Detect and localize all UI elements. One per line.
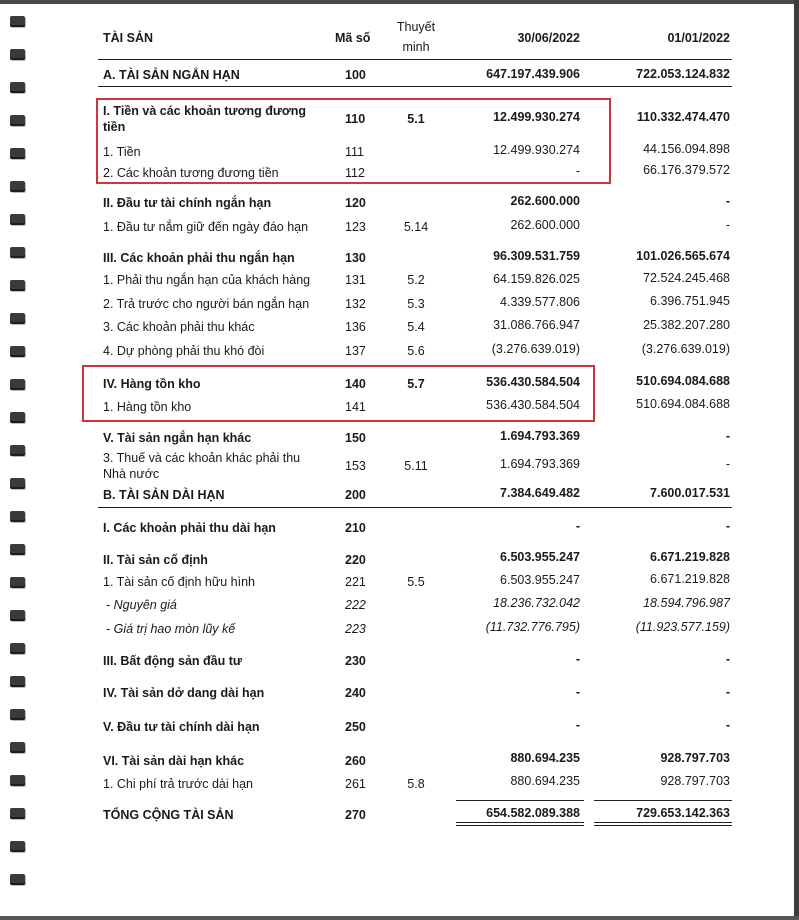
header-period-end: 30/06/2022: [517, 31, 580, 45]
row-code: 153: [345, 459, 366, 473]
binder-hole-icon: [10, 808, 25, 819]
row-value-end: 12.499.930.274: [493, 143, 580, 157]
window-frame-bottom: [0, 916, 799, 920]
row-code: 240: [345, 686, 366, 700]
row-value-begin: -: [725, 429, 730, 443]
row-code: 100: [345, 68, 366, 82]
row-value-end: 1.694.793.369: [500, 429, 580, 443]
row-note: 5.1: [407, 112, 425, 126]
header-note-line2: minh: [402, 40, 430, 54]
row-value-end: -: [575, 718, 580, 732]
row-code: 141: [345, 400, 366, 414]
binder-hole-icon: [10, 478, 25, 489]
binder-hole-icon: [10, 148, 25, 159]
row-value-begin: 6.671.219.828: [650, 550, 730, 564]
row-code: 250: [345, 720, 366, 734]
row-label: - Nguyên giá: [106, 598, 177, 612]
row-value-begin: -: [725, 685, 730, 699]
row-value-begin: 44.156.094.898: [643, 142, 730, 156]
row-value-end: 18.236.732.042: [493, 596, 580, 610]
binder-hole-icon: [10, 676, 25, 687]
row-value-end: 880.694.235: [510, 774, 580, 788]
binder-hole-icon: [10, 313, 25, 324]
binder-hole-icon: [10, 445, 25, 456]
row-code: 120: [345, 196, 366, 210]
row-label: 3. Các khoản phải thu khác: [103, 320, 255, 334]
row-label: B. TÀI SẢN DÀI HẠN: [103, 488, 225, 502]
row-value-begin: 510.694.084.688: [636, 374, 730, 388]
row-code: 150: [345, 431, 366, 445]
binder-hole-icon: [10, 544, 25, 555]
row-value-end: 536.430.584.504: [486, 375, 580, 389]
row-note: 5.5: [407, 575, 425, 589]
row-label: I. Các khoản phải thu dài hạn: [103, 521, 276, 535]
row-label-continued: tiền: [103, 120, 126, 134]
row-value-end: 4.339.577.806: [500, 295, 580, 309]
binder-hole-icon: [10, 115, 25, 126]
binder-hole-icon: [10, 379, 25, 390]
total-double-rule-end-2: [456, 825, 584, 826]
row-value-end: 31.086.766.947: [493, 318, 580, 332]
total-rule-end: [456, 800, 584, 801]
row-label: 4. Dự phòng phải thu khó đòi: [103, 344, 265, 358]
window-frame-right: [794, 0, 799, 920]
row-value-end: -: [575, 685, 580, 699]
row-value-end: 880.694.235: [510, 751, 580, 765]
row-label: III. Bất động sản đầu tư: [103, 654, 242, 668]
row-value-end: 1.694.793.369: [500, 457, 580, 471]
row-code: 210: [345, 521, 366, 535]
row-note: 5.6: [407, 344, 425, 358]
header-rule: [98, 59, 732, 60]
binder-hole-icon: [10, 709, 25, 720]
row-label: 1. Phải thu ngắn hạn của khách hàng: [103, 273, 311, 287]
row-value-begin: -: [725, 652, 730, 666]
row-value-end: 96.309.531.759: [493, 249, 580, 263]
row-label: 1. Tài sản cố định hữu hình: [103, 575, 255, 589]
total-double-rule-begin-1: [594, 822, 732, 823]
binder-hole-icon: [10, 280, 25, 291]
row-code: 111: [345, 145, 365, 159]
row-code: 132: [345, 297, 366, 311]
row-label: 3. Thuế và các khoản khác phải thu: [103, 451, 301, 465]
row-note: 5.8: [407, 777, 425, 791]
total-rule-begin: [594, 800, 732, 801]
row-code: 130: [345, 251, 366, 265]
row-value-begin: 66.176.379.572: [643, 163, 730, 177]
header-code: Mã số: [335, 31, 371, 45]
binder-holes: [0, 0, 40, 920]
highlight-box-cash: [96, 98, 611, 184]
row-label: 1. Chi phí trả trước dài hạn: [103, 777, 253, 791]
row-code: 222: [345, 598, 366, 612]
header-note-line1: Thuyết: [396, 20, 436, 34]
row-label: IV. Tài sản dở dang dài hạn: [103, 686, 265, 700]
total-double-rule-begin-2: [594, 825, 732, 826]
row-value-end: 262.600.000: [510, 194, 580, 208]
binder-hole-icon: [10, 610, 25, 621]
row-value-end: -: [575, 652, 580, 666]
row-value-end: (3.276.639.019): [491, 342, 580, 356]
row-value-begin: 18.594.796.987: [643, 596, 730, 610]
section-rule: [98, 507, 732, 508]
row-value-begin: (11.923.577.159): [635, 620, 730, 634]
row-value-end: 64.159.826.025: [493, 272, 580, 286]
binder-hole-icon: [10, 643, 25, 654]
row-label: 2. Các khoản tương đương tiền: [103, 166, 279, 180]
binder-hole-icon: [10, 412, 25, 423]
row-label: V. Tài sản ngắn hạn khác: [103, 431, 252, 445]
binder-hole-icon: [10, 346, 25, 357]
binder-hole-icon: [10, 16, 25, 27]
row-label: VI. Tài sản dài hạn khác: [103, 754, 245, 768]
row-value-end: 536.430.584.504: [486, 398, 580, 412]
row-note: 5.11: [404, 459, 428, 473]
row-value-end: 7.384.649.482: [500, 486, 580, 500]
header-assets: TÀI SẢN: [103, 31, 153, 45]
row-value-end: 12.499.930.274: [493, 110, 580, 124]
row-value-end: 6.503.955.247: [500, 573, 580, 587]
row-label: 2. Trả trước cho người bán ngắn hạn: [103, 297, 310, 311]
row-value-begin: 722.053.124.832: [636, 67, 730, 81]
row-code: 131: [345, 273, 366, 287]
row-code: 110: [345, 112, 366, 126]
binder-hole-icon: [10, 82, 25, 93]
binder-hole-icon: [10, 742, 25, 753]
row-value-begin: -: [725, 218, 730, 232]
binder-hole-icon: [10, 775, 25, 786]
row-value-end: 647.197.439.906: [486, 67, 580, 81]
row-value-end: -: [575, 164, 580, 178]
row-value-end: -: [575, 519, 580, 533]
section-rule: [98, 86, 732, 87]
row-value-begin: 729.653.142.363: [636, 806, 730, 820]
binder-hole-icon: [10, 511, 25, 522]
row-value-begin: -: [725, 194, 730, 208]
row-code: 200: [345, 488, 366, 502]
binder-hole-icon: [10, 577, 25, 588]
row-value-begin: 7.600.017.531: [650, 486, 730, 500]
row-value-begin: 25.382.207.280: [643, 318, 730, 332]
binder-hole-icon: [10, 49, 25, 60]
row-note: 5.3: [407, 297, 425, 311]
row-value-begin: 110.332.474.470: [636, 110, 730, 124]
row-value-begin: 72.524.245.468: [643, 271, 730, 285]
row-value-end: (11.732.776.795): [485, 620, 580, 634]
row-value-end: 6.503.955.247: [500, 550, 580, 564]
binder-hole-icon: [10, 874, 25, 885]
row-value-begin: 6.671.219.828: [650, 572, 730, 586]
row-code: 220: [345, 553, 366, 567]
row-value-begin: 928.797.703: [660, 774, 730, 788]
binder-hole-icon: [10, 841, 25, 852]
row-code: 136: [345, 320, 366, 334]
row-code: 223: [345, 622, 366, 636]
row-label: II. Tài sản cố định: [103, 553, 208, 567]
row-note: 5.7: [407, 377, 425, 391]
row-code: 123: [345, 220, 366, 234]
row-label: IV. Hàng tồn kho: [103, 377, 201, 391]
row-value-begin: -: [725, 457, 730, 471]
row-label: V. Đầu tư tài chính dài hạn: [103, 720, 260, 734]
row-note: 5.14: [403, 220, 429, 234]
row-code: 270: [345, 808, 366, 822]
row-code: 112: [345, 166, 365, 180]
row-label: - Giá trị hao mòn lũy kế: [106, 622, 236, 636]
row-note: 5.4: [407, 320, 425, 334]
row-value-begin: (3.276.639.019): [641, 342, 730, 356]
row-code: 230: [345, 654, 366, 668]
row-value-end: 654.582.089.388: [486, 806, 580, 820]
row-label: A. TÀI SẢN NGẮN HẠN: [103, 68, 240, 82]
row-code: 261: [345, 777, 366, 791]
row-label: TỔNG CỘNG TÀI SẢN: [103, 808, 234, 822]
row-code: 260: [345, 754, 366, 768]
highlight-box-inventory: [82, 365, 595, 422]
binder-hole-icon: [10, 247, 25, 258]
total-double-rule-end-1: [456, 822, 584, 823]
row-value-begin: 510.694.084.688: [636, 397, 730, 411]
row-code: 140: [345, 377, 366, 391]
row-label: 1. Tiền: [103, 145, 141, 159]
row-note: 5.2: [407, 273, 425, 287]
row-label-continued: Nhà nước: [103, 467, 160, 481]
row-label: 1. Hàng tồn kho: [103, 400, 192, 414]
binder-hole-icon: [10, 214, 25, 225]
row-label: 1. Đầu tư nắm giữ đến ngày đáo hạn: [103, 220, 309, 234]
row-value-begin: 928.797.703: [660, 751, 730, 765]
row-value-end: 262.600.000: [510, 218, 580, 232]
row-value-begin: -: [725, 718, 730, 732]
row-code: 221: [345, 575, 366, 589]
row-value-begin: 101.026.565.674: [636, 249, 730, 263]
row-code: 137: [345, 344, 366, 358]
binder-hole-icon: [10, 181, 25, 192]
row-value-begin: -: [725, 519, 730, 533]
row-value-begin: 6.396.751.945: [650, 294, 730, 308]
row-label: II. Đầu tư tài chính ngắn hạn: [103, 196, 272, 210]
row-label: I. Tiền và các khoản tương đương: [103, 104, 307, 118]
row-label: III. Các khoản phải thu ngắn hạn: [103, 251, 295, 265]
header-period-begin: 01/01/2022: [667, 31, 730, 45]
